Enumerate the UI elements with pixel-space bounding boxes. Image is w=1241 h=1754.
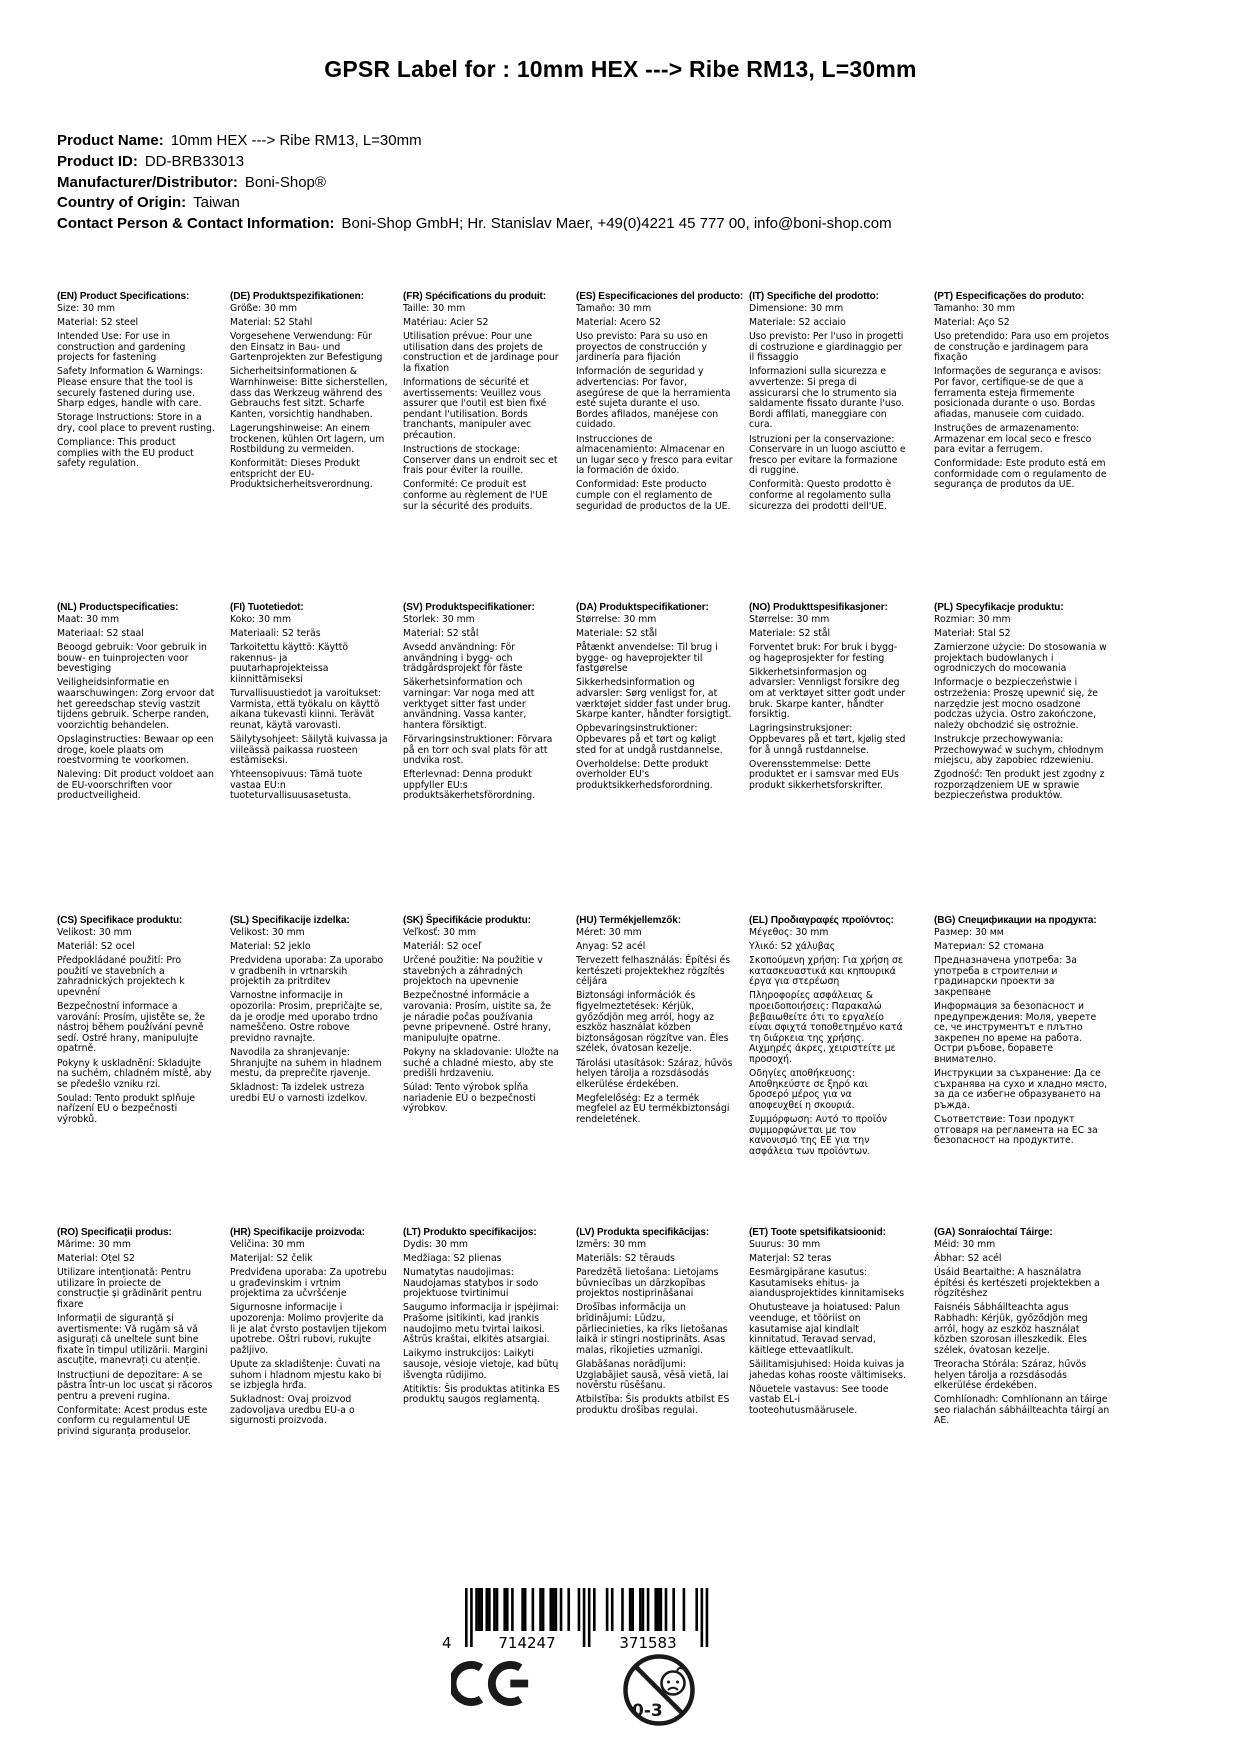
spec-paragraph: Påtænkt anvendelse: Til brug i bygge- og haveprojekter til fastgørelse [576,642,718,675]
spec-paragraph: Eesmärgipärane kasutus: Kasutamiseks ehitus- ja aiandusprojektides kinnitamiseks [749,1267,905,1300]
spec-paragraph: Safety Information & Warnings: Please ensure that the tool is securely fastened during use. Sharp edges, handle with care. [57,366,203,410]
spec-paragraph: Lagerungshinweise: An einem trockenen, kühlen Ort lagern, um Rostbildung zu vermeiden. [230,422,385,456]
language-spec-block-cs [57,915,215,1129]
language-spec-block-hu [576,915,734,1129]
language-spec-block-en [57,291,215,473]
language-spec-block-pl [934,602,1112,806]
language-heading: (FR) Spécifications du produit: [403,291,547,302]
baby-face-icon [662,1672,685,1695]
spec-paragraph: Istruzioni per la conservazione: Conservare in un luogo asciutto e fresco per evitare la formazione di ruggine. [749,433,906,477]
language-spec-block-lv [576,1227,734,1420]
age-warning-text: 0-3 [632,1701,663,1721]
spec-paragraph: Overholdelse: Dette produkt overholder EU's produktsikkerhedsforordning. [576,758,713,791]
language-heading: (LV) Produkta specifikācijas: [576,1227,710,1238]
info-field-row [57,131,892,152]
spec-paragraph: Sukladnost: Ovaj proizvod zadovoljava uredbu EU-a o sigurnosti proizvoda. [230,1394,355,1427]
spec-paragraph: Paredzētā lietošana: Lietojams būvniecības un dārzkopības projektos nostiprināšanai [576,1267,719,1300]
spec-paragraph: Størrelse: 30 mm [576,614,657,625]
spec-paragraph: Säilytysohjeet: Säilytä kuivassa ja viileässä paikassa ruosteen estämiseksi. [230,733,388,767]
info-field-value: Boni-Shop GmbH; Hr. Stanislav Maer, +49(0)4221 45 777 00, info@boni-shop.com [341,215,892,233]
spec-paragraph: Zgodność: Ten produkt jest zgodny z rozporządzeniem UE w sprawie bezpieczeństwa produktów. [934,769,1105,802]
language-heading: (ES) Especificaciones del producto: [576,291,744,302]
spec-paragraph: Matériau: Acier S2 [403,317,489,329]
spec-paragraph: Информация за безопасност и предупреждения: Моля, уверете се, че инструментът е плътно закрепен по време на работа. Остри ръбове, боравете внимателно. [934,1001,1097,1066]
spec-paragraph: Material: S2 stål [403,628,479,640]
language-heading: (EN) Product Specifications: [57,291,190,302]
spec-paragraph: Forventet bruk: For bruk i bygg- og hageprosjekter for festing [749,642,898,664]
spec-paragraph: Informações de segurança e avisos: Por favor, certifique-se de que a ferramenta esteja firmemente posicionada durante o uso. Bordas afiadas, manuseie com cuidado. [934,366,1102,420]
info-field-label: Contact Person & Contact Information: [57,215,335,233]
spec-paragraph: Conformità: Questo prodotto è conforme al regolamento sulla sicurezza dei prodotti dell'UE. [749,479,892,512]
spec-paragraph: Informazioni sulla sicurezza e avvertenze: Si prega di assicurarsi che lo strumento sia saldamente fissato durante l'uso. Bordi affilati, maneggiare con cura. [749,366,905,431]
language-heading: (FI) Tuotetiedot: [230,602,304,613]
info-field-label: Product ID: [57,152,138,170]
language-row-1 [57,291,1112,516]
barcode-digit-lead: 4 [442,1634,452,1652]
spec-paragraph: Säkerhetsinformation och varningar: Var noga med att verktyget sitter fast under användning. Vassa kanter, hantera försiktigt. [403,677,535,731]
spec-paragraph: Conformitate: Acest produs este conform cu regulamentul UE privind siguranța produselor. [57,1404,208,1437]
spec-paragraph: Atitiktis: Šis produktas atitinka ES produktų saugos reglamentą. [403,1383,560,1406]
language-heading: (RO) Specificații produs: [57,1227,172,1238]
spec-paragraph: Súlad: Tento výrobok spĺňa nariadenie EÚ o bezpečnosti výrobkov. [403,1082,536,1115]
spec-paragraph: Určené použitie: Na použitie v stavebných a záhradných projektoch na upevnenie [403,955,543,988]
language-spec-block-pt [934,291,1112,495]
spec-paragraph: Размер: 30 мм [934,927,1004,938]
age-warning-icon [621,1652,697,1732]
spec-paragraph: Atbilstība: Šis produkts atbilst ES produktu drošības regulai. [576,1394,730,1416]
language-spec-block-nl [57,602,215,806]
ce-mark-icon [451,1661,531,1710]
product-info [57,131,892,235]
spec-paragraph: Izmērs: 30 mm [576,1239,647,1250]
spec-paragraph: Rozmiar: 30 mm [934,614,1011,625]
spec-paragraph: Instrucțiuni de depozitare: A se păstra într-un loc uscat și răcoros pentru a preveni rugina. [57,1369,213,1402]
barcode-digits-left: 714247 [498,1634,556,1652]
spec-paragraph: Instruções de armazenamento: Armazenar em local seco e fresco para evitar a ferrugem. [934,422,1092,456]
language-row-2 [57,602,1112,806]
spec-paragraph: Zamierzone użycie: Do stosowania w projektach budowlanych i ogrodniczych do mocowania [934,642,1107,675]
ean13-barcode [435,1588,715,1654]
spec-paragraph: Tárolási utasítások: Száraz, hűvös helyen tárolja a rozsdásodás elkerülése érdekében. [576,1057,733,1090]
spec-paragraph: Intended Use: For use in construction and gardening projects for fastening [57,331,186,364]
spec-paragraph: Bezpečnostní informace a varování: Prosím, ujistěte se, že nástroj během používání pevně sedí. Ostré hrany, manipulujte opatrně. [57,1001,206,1055]
language-spec-block-sk [403,915,561,1119]
language-row-3 [57,915,1112,1161]
spec-paragraph: Laikymo instrukcijos: Laikyti sausoje, vėsioje vietoje, kad būtų išvengta rūdijimo. [403,1348,559,1381]
spec-paragraph: Biztonsági információk és figyelmeztetések: Kérjük, győződjön meg arról, hogy az eszköz használat közben biztonságosan rögzítve van. Éles szélek, óvatosan kezelje. [576,990,729,1055]
language-heading: (PL) Specyfikacje produktu: [934,602,1064,613]
spec-paragraph: Conformidad: Este producto cumple con el reglamento de seguridad de productos de la UE. [576,479,731,512]
spec-paragraph: Comhlíonadh: Comhlíonann an táirge seo rialachán sábháilteachta táirgí an AE. [934,1394,1110,1427]
spec-paragraph: Materiale: S2 acciaio [749,317,846,329]
spec-paragraph: Sikkerhedsinformation og advarsler: Sørg venligst for, at værktøjet sidder fast under brug. Skarpe kanter, håndter forsigtigt. [576,677,732,721]
language-heading: (HR) Specifikacije proizvoda: [230,1227,365,1238]
spec-paragraph: Nõuetele vastavus: See toode vastab EL-i tooteohutusmäärusele. [749,1383,889,1416]
language-heading: (DA) Produktspecifikationer: [576,602,709,613]
info-field-label: Product Name: [57,132,164,149]
spec-paragraph: Medžiaga: S2 plienas [403,1253,502,1265]
spec-paragraph: Turvallisuustiedot ja varoitukset: Varmista, että työkalu on käyttö aikana tukevasti kiinni. Terävät reunat, käytä varovasti. [230,688,382,731]
spec-paragraph: Soulad: Tento produkt splňuje nařízení EU o bezpečnosti výrobků. [57,1092,196,1125]
spec-paragraph: Material: S2 Stahl [230,317,313,329]
spec-paragraph: Informations de sécurité et avertissements: Veuillez vous assurer que l'outil est bien fixé pendant l'utilisation. Bords tranchants, manipuler avec précaution. [403,377,547,442]
spec-paragraph: Koko: 30 mm [230,614,292,625]
spec-paragraph: Úsáid Beartaithe: A használatra építési és kertészeti projektekben a rögzítéshez [934,1267,1100,1300]
language-heading: (NL) Productspecificaties: [57,602,179,613]
spec-paragraph: Material: S2 steel [57,317,139,329]
spec-paragraph: Storlek: 30 mm [403,614,475,625]
language-heading: (LT) Produkto specifikacijos: [403,1227,537,1238]
spec-paragraph: Οδηγίες αποθήκευσης: Αποθηκεύστε σε ξηρό και δροσερό μέρος για να αποφευχθεί η σκουριά. [749,1068,868,1111]
spec-paragraph: Opbevaringsinstruktioner: Opbevares på et tørt og køligt sted for at undgå rustdannelse. [576,723,723,756]
spec-paragraph: Pokyny na skladovanie: Uložte na suché a chladné miesto, aby ste predišli hrdzaveniu. [403,1046,559,1080]
spec-paragraph: Veiligheidsinformatie en waarschuwingen: Zorg ervoor dat het gereedschap stevig vastzit tijdens gebruik. Scherpe randen, voorzichtig behandelen. [57,677,215,731]
spec-paragraph: Υλικό: S2 χάλυβας [749,941,836,953]
language-spec-block-et [749,1227,907,1420]
spec-paragraph: Материал: S2 стомана [934,941,1044,953]
spec-paragraph: Méid: 30 mm [934,1239,996,1250]
spec-paragraph: Taille: 30 mm [403,303,466,314]
language-spec-block-ro [57,1227,215,1441]
spec-paragraph: Material: S2 jeklo [230,941,311,953]
spec-paragraph: Material: Aço S2 [934,317,1010,329]
spec-paragraph: Velikost: 30 mm [230,927,305,938]
spec-paragraph: Conformidade: Este produto está em conformidade com o regulamento de segurança de produtos da UE. [934,458,1107,491]
language-spec-block-fi [230,602,388,806]
spec-paragraph: Compliance: This product complies with the EU product safety regulation. [57,437,194,470]
spec-paragraph: Predviđena uporaba: Za upotrebu u građevinskim i vrtnim projektima za učvršćenje [230,1267,387,1300]
language-heading: (CS) Specifikace produktu: [57,915,183,926]
spec-paragraph: Informacje o bezpieczeństwie i ostrzeżenia: Proszę upewnić się, że narzędzie jest mocno osadzone podczas użycia. Ostro zakończone, należy obchodzić się ostrożnie. [934,677,1098,731]
spec-paragraph: Size: 30 mm [57,303,116,314]
spec-paragraph: Tamaño: 30 mm [576,303,652,314]
spec-paragraph: Materiál: S2 oceľ [403,941,482,953]
spec-paragraph: Yhteensopivuus: Tämä tuote vastaa EU:n tuoteturvallisuusasetusta. [230,769,363,802]
spec-paragraph: Съответствие: Този продукт отговаря на регламента на ЕС за безопасност на продуктите. [934,1114,1098,1147]
spec-paragraph: Suurus: 30 mm [749,1239,821,1250]
language-spec-block-da [576,602,734,795]
spec-paragraph: Materiale: S2 stål [576,628,658,640]
language-spec-block-de [230,291,388,495]
spec-paragraph: Предназначена употреба: За употреба в строителни и градинарски проекти за закрепване [934,955,1077,998]
info-field-value: Boni-Shop® [244,173,326,191]
language-heading: (SK) Špecifikácie produktu: [403,915,531,926]
spec-paragraph: Informații de siguranță și avertismente: Vă rugăm să vă asigurați că uneltele sunt bine fixate în timpul utilizării. Margini ascuțite, manevrați cu atenție. [57,1313,208,1367]
info-field-value: Taiwan [193,194,240,212]
language-heading: (BG) Спецификации на продукта: [934,915,1097,926]
spec-paragraph: Størrelse: 30 mm [749,614,830,625]
spec-paragraph: Predvidena uporaba: Za uporabo v gradbenih in vrtnarskih projektih za pritrditev [230,955,384,988]
spec-paragraph: Dimensione: 30 mm [749,303,844,314]
spec-paragraph: Předpokládané použití: Pro použití ve stavebních a zahradnických projektech k upevnění [57,955,185,998]
spec-paragraph: Μέγεθος: 30 mm [749,927,829,938]
info-field-row [57,214,892,235]
spec-paragraph: Tamanho: 30 mm [934,303,1016,314]
language-row-4 [57,1227,1112,1441]
language-spec-block-hr [230,1227,388,1431]
spec-paragraph: Utilizare intenționată: Pentru utilizare în proiecte de construcție și grădinărit pentru fixare [57,1267,202,1310]
language-heading: (SL) Specifikacije izdelka: [230,915,350,926]
language-heading: (NO) Produkttspesifikasjoner: [749,602,888,613]
language-spec-block-no [749,602,907,795]
language-heading: (PT) Especificações do produto: [934,291,1085,302]
spec-paragraph: Materiāls: S2 tērauds [576,1253,675,1265]
language-heading: (DE) Produktspezifikationen: [230,291,364,302]
spec-paragraph: Uso previsto: Para su uso en proyectos de construcción y jardinería para fijación [576,331,708,364]
spec-paragraph: Saugumo informacija ir įspėjimai: Prašome įsitikinti, kad įrankis naudojimo metu tvirtai laikosi. Aštrūs kraštai, elkitės atsargiai. [403,1302,559,1346]
spec-paragraph: Materjal: S2 teras [749,1253,832,1265]
language-spec-block-bg [934,915,1112,1150]
spec-paragraph: Material: Oțel S2 [57,1253,135,1265]
spec-paragraph: Förvaringsinstruktioner: Förvara på en torr och sval plats för att undvika rost. [403,733,553,767]
spec-paragraph: Tervezett felhasználás: Építési és kertészeti projektekhez rögzítés céljára [576,955,731,988]
spec-paragraph: Skladnost: Ta izdelek ustreza uredbi EU o varnosti izdelkov. [230,1082,368,1104]
info-field-label: Manufacturer/Distributor: [57,173,238,191]
spec-paragraph: Instrucciones de almacenamiento: Almacenar en un lugar seco y fresco para evitar la formación de óxido. [576,433,733,477]
spec-paragraph: Méret: 30 mm [576,927,642,938]
spec-paragraph: Sigurnosne informacije i upozorenja: Molimo provjerite da li je alat čvrsto postavljen tijekom upotrebe. Oštri rubovi, rukujte pažljivo. [230,1302,387,1356]
spec-paragraph: Materiaal: S2 staal [57,628,144,640]
language-heading: (GA) Sonraíochtaí Táirge: [934,1227,1053,1238]
spec-paragraph: Σκοπούμενη χρήση: Για χρήση σε κατασκευαστικά και κηπουρικά έργα για στερέωση [749,955,903,988]
spec-paragraph: Drošības informācija un brīdinājumi: Lūdzu, pārliecinieties, ka rīks lietošanas laikā ir stingri nostiprināts. Asas malas, rīkojieties uzmanīgi. [576,1302,728,1356]
language-spec-block-es [576,291,744,516]
spec-paragraph: Πληροφορίες ασφάλειας & προειδοποιήσεις: Παρακαλώ βεβαιωθείτε ότι το εργαλείο είναι σφιχτά τοποθετημένο κατά τη διάρκεια της χρήσης. Αιχμηρές άκρες, χειριστείτε με προσοχή. [749,990,903,1066]
language-heading: (EL) Προδιαγραφές προϊόντος: [749,915,894,926]
spec-paragraph: Uso previsto: Per l'uso in progetti di costruzione e giardinaggio per il fissaggio [749,331,904,364]
spec-paragraph: Overensstemmelse: Dette produktet er i samsvar med EUs produkt sikkerhetsforskrifter. [749,758,899,791]
spec-paragraph: Maat: 30 mm [57,614,120,625]
spec-paragraph: Avsedd användning: För användning i bygg- och trädgårdsprojekt för fäste [403,642,523,675]
spec-paragraph: Ábhar: S2 acél [934,1253,1002,1265]
spec-paragraph: Instrukcje przechowywania: Przechowywać w suchym, chłodnym miejscu, aby zapobiec rdzewieniu. [934,733,1104,767]
spec-paragraph: Varnostne informacije in opozorila: Prosim, prepričajte se, da je orodje med uporabo trdno nameščeno. Ostre robove previdno ravnajte. [230,990,383,1044]
spec-paragraph: Naleving: Dit product voldoet aan de EU-voorschriften voor productveiligheid. [57,769,214,802]
spec-paragraph: Uso pretendido: Para uso em projetos de construção e jardinagem para fixação [934,331,1110,364]
spec-paragraph: Materiaali: S2 teräs [230,628,321,640]
spec-paragraph: Beoogd gebruik: Voor gebruik in bouw- en tuinprojecten voor bevestiging [57,642,207,675]
language-spec-block-sl [230,915,388,1108]
spec-paragraph: Numatytas naudojimas: Naudojamas statybos ir sodo projektuose tvirtinimui [403,1267,539,1300]
spec-paragraph: Инструкции за съхранение: Да се съхранява на сухо и хладно място, за да се избегне образуването на ръжда. [934,1068,1108,1111]
info-field-row [57,173,892,194]
language-heading: (HU) Termékjellemzők: [576,915,681,926]
spec-paragraph: Pokyny k uskladnění: Skladujte na suchém, chladném místě, aby se předešlo vzniku rzi. [57,1057,212,1090]
spec-paragraph: Mărime: 30 mm [57,1239,131,1250]
language-heading: (SV) Produktspecifikationer: [403,602,535,613]
spec-paragraph: Velikost: 30 mm [57,927,132,938]
spec-paragraph: Konformität: Dieses Produkt entspricht der EU-Produktsicherheitsverordnung. [230,458,373,491]
spec-paragraph: Material: Acero S2 [576,317,661,329]
language-spec-block-sv [403,602,561,806]
spec-paragraph: Größe: 30 mm [230,303,298,314]
spec-paragraph: Sikkerhetsinformasjon og advarsler: Vennligst forsikre deg om at verktøyet sitter godt under bruk. Skarpe kanter, håndter forsiktig. [749,666,906,721]
spec-paragraph: Conformité: Ce produit est conforme au règlement de l'UE sur la sécurité des produits. [403,479,548,512]
spec-paragraph: Efterlevnad: Denna produkt uppfyller EU:s produktsäkerhetsförordning. [403,769,536,802]
info-field-row [57,193,892,214]
spec-paragraph: Materiál: S2 ocel [57,941,135,953]
spec-paragraph: Materijal: S2 čelik [230,1253,313,1265]
language-spec-block-ga [934,1227,1112,1431]
spec-paragraph: Upute za skladištenje: Čuvati na suhom i hladnom mjestu kako bi se izbjegla hrđa. [230,1358,382,1392]
spec-paragraph: Säilitamisjuhised: Hoida kuivas ja jahedas kohas rooste vältimiseks. [749,1358,906,1381]
spec-paragraph: Vorgesehene Verwendung: Für den Einsatz in Bau- und Gartenprojekten zur Befestigung [230,331,383,364]
info-field-value: 10mm HEX ---> Ribe RM13, L=30mm [170,132,422,149]
spec-paragraph: Lagringsinstruksjoner: Oppbevares på et tørt, kjølig sted for å unngå rustdannelse. [749,723,906,756]
spec-paragraph: Treoracha Stórála: Száraz, hűvös helyen tárolja a rozsdásodás elkerülése érdekében. [934,1358,1087,1392]
spec-paragraph: Materiał: Stal S2 [934,628,1011,640]
spec-paragraph: Veličina: 30 mm [230,1239,305,1250]
spec-paragraph: Información de seguridad y advertencias: Por favor, asegúrese de que la herramienta esté sujeta durante el uso. Bordes afilados, manéjese con cuidado. [576,366,731,431]
info-field-row [57,152,892,173]
spec-paragraph: Materiale: S2 stål [749,628,831,640]
spec-paragraph: Tarkoitettu käyttö: Käyttö rakennus- ja puutarhaprojekteissa kiinnittämiseksi [230,642,349,685]
spec-paragraph: Megfelelőség: Ez a termék megfelel az EU termékbiztonsági rendeletének. [576,1092,730,1125]
language-spec-block-fr [403,291,561,516]
language-heading: (IT) Specifiche del prodotto: [749,291,879,302]
spec-paragraph: Navodila za shranjevanje: Shranjujte na suhem in hladnem mestu, da preprečite rjavenje. [230,1046,382,1080]
spec-paragraph: Συμμόρφωση: Αυτό το προϊόν συμμορφώνεται με τον κανονισμό της ΕΕ για την ασφάλεια των προϊόντων. [749,1114,887,1157]
info-field-label: Country of Origin: [57,194,187,212]
spec-paragraph: Storage Instructions: Store in a dry, cool place to prevent rusting. [57,412,215,434]
spec-paragraph: Glabāšanas norādījumi: Uzglabājiet sausā, vēsā vietā, lai novērstu rūsēšanu. [576,1358,729,1392]
spec-paragraph: Instructions de stockage: Conserver dans un endroit sec et frais pour éviter la rouille. [403,444,558,477]
spec-paragraph: Anyag: S2 acél [576,941,646,953]
spec-paragraph: Faisnéis Sábháilteachta agus Rabhadh: Kérjük, győződjön meg arról, hogy az eszköz használat közben szorosan illeszkedik. Éles szélek, óvatosan kezelje. [934,1302,1088,1356]
spec-paragraph: Veľkosť: 30 mm [403,927,477,938]
language-spec-block-el [749,915,907,1161]
barcode-digits-right: 371583 [619,1634,677,1652]
spec-paragraph: Opslaginstructies: Bewaar op een droge, koele plaats om roestvorming te voorkomen. [57,733,214,767]
spec-paragraph: Sicherheitsinformationen & Warnhinweise: Bitte sicherstellen, dass das Werkzeug während des Gebrauchs fest sitzt. Scharfe Kanten, vorsichtig handhaben. [230,366,388,420]
language-spec-block-lt [403,1227,561,1409]
language-heading: (ET) Toote spetsifikatsioonid: [749,1227,886,1238]
language-spec-block-it [749,291,907,516]
spec-paragraph: Bezpečnostné informácie a varovania: Prosím, uistite sa, že je náradie počas používania pevne pripevnené. Ostré hrany, manipulujte opatrne. [403,990,552,1044]
spec-paragraph: Utilisation prévue: Pour une utilisation dans des projets de construction et de jardinage pour la fixation [403,331,559,374]
info-field-value: DD-BRB33013 [144,152,245,170]
spec-paragraph: Dydis: 30 mm [403,1239,468,1250]
spec-paragraph: Ohutusteave ja hoiatused: Palun veenduge, et tööriist on kasutamise ajal kindlalt kinnitatud. Teravad servad, käitlege ettevaatlikult. [749,1302,901,1356]
page-title: GPSR Label for : 10mm HEX ---> Ribe RM13, L=30mm [324,56,917,82]
